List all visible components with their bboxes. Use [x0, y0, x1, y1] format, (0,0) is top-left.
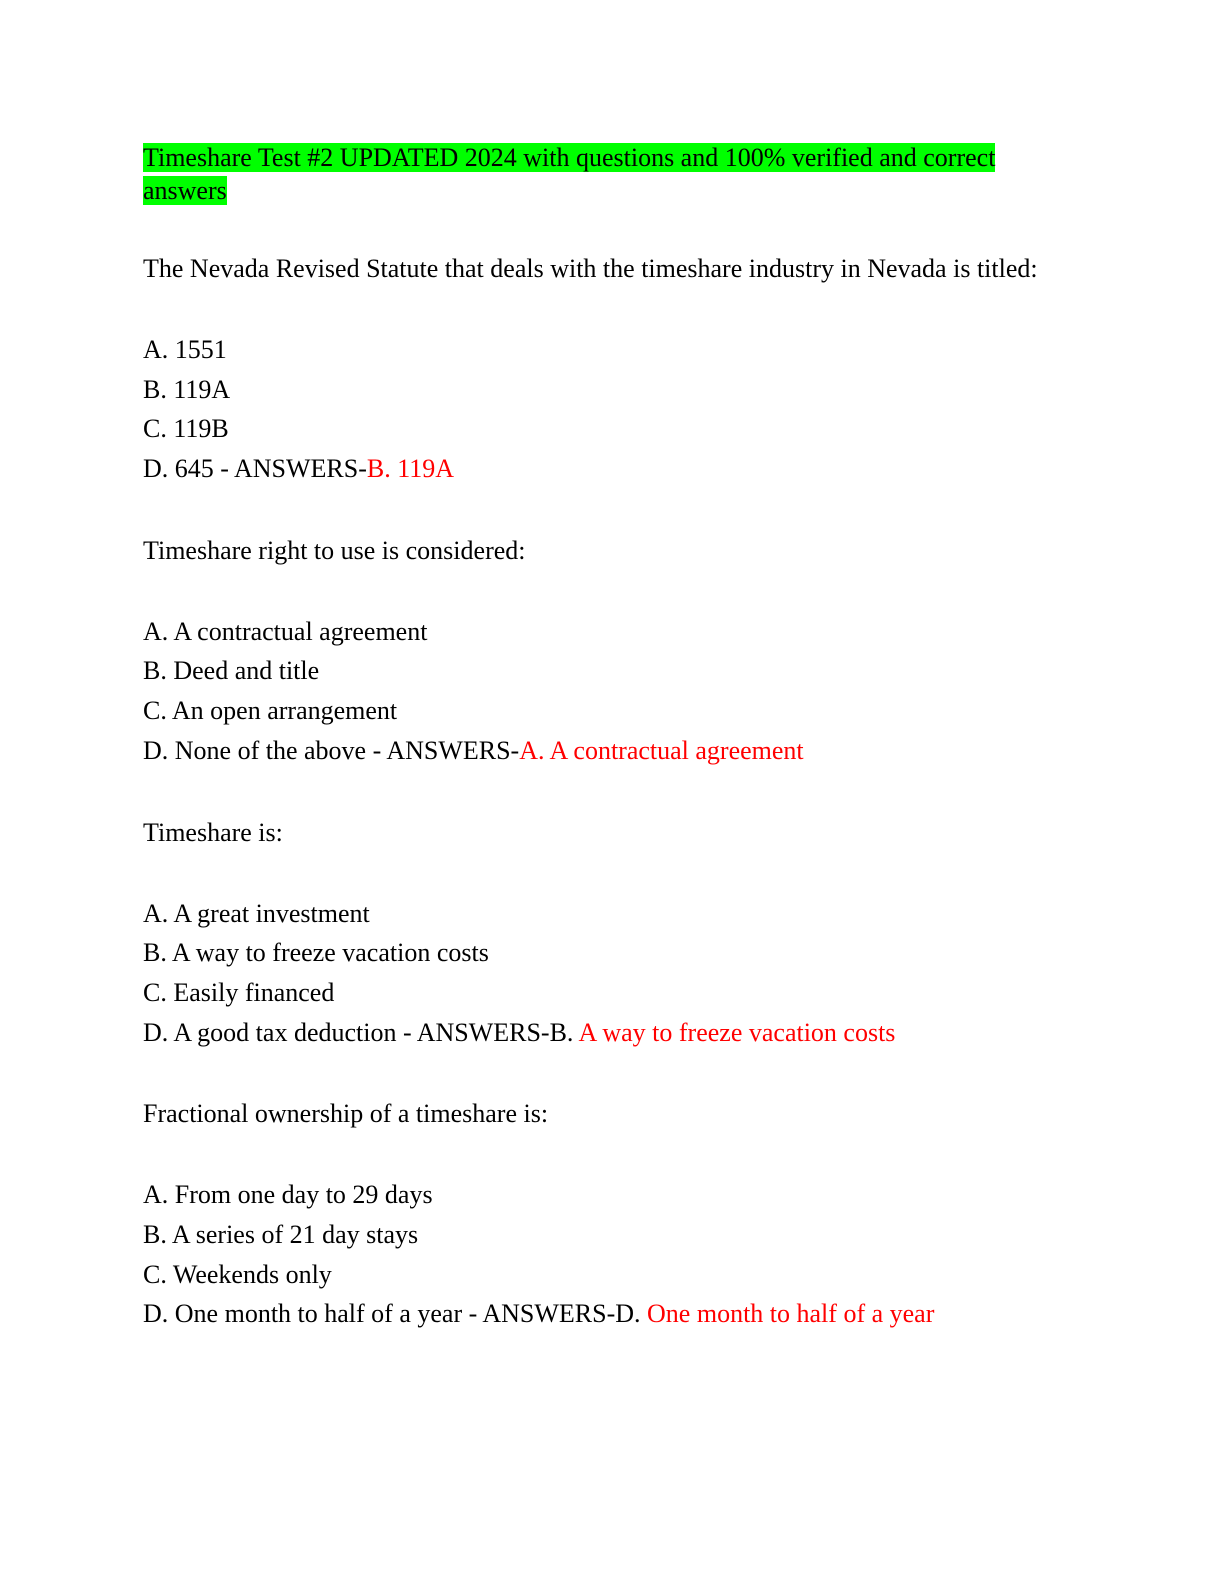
option-c: C. 119B: [143, 414, 229, 444]
option-b: B. A way to freeze vacation costs: [143, 938, 489, 968]
option-a: A. A great investment: [143, 898, 370, 928]
question-block-4: [143, 1097, 1063, 1334]
correct-answer: A. A contractual agreement: [519, 735, 804, 765]
option-b: B. 119A: [143, 374, 231, 404]
option-b: B. Deed and title: [143, 656, 320, 686]
option-d-text: D. None of the above - ANSWERS-: [143, 735, 520, 765]
question-block-3: [143, 816, 1063, 1053]
option-d-text: D. A good tax deduction - ANSWERS-B.: [143, 1017, 579, 1047]
correct-answer: A way to freeze vacation costs: [578, 1017, 896, 1047]
title-highlight: Timeshare Test #2 UPDATED 2024 with questions and 100% verified and correct answers: [143, 143, 996, 205]
option-c: C. Easily financed: [143, 977, 335, 1007]
option-c: C. Weekends only: [143, 1259, 332, 1289]
question-text: Timeshare right to use is considered:: [143, 535, 526, 565]
option-d: [143, 1013, 1063, 1053]
question-text: Timeshare is:: [143, 817, 283, 847]
question-block-1: [143, 252, 1063, 489]
question-block-2: [143, 534, 1063, 771]
option-b: B. A series of 21 day stays: [143, 1219, 419, 1249]
option-d-text: D. One month to half of a year - ANSWERS-D.: [143, 1299, 648, 1329]
option-a: A. A contractual agreement: [143, 616, 428, 646]
option-c: C. An open arrangement: [143, 696, 398, 726]
correct-answer: B. 119A: [366, 454, 455, 484]
option-d: [143, 1294, 1063, 1334]
document-title: [143, 141, 1063, 207]
option-a: A. 1551: [143, 335, 227, 364]
option-d: [143, 449, 1063, 489]
option-a: A. From one day to 29 days: [143, 1180, 433, 1210]
correct-answer: One month to half of a year: [647, 1299, 935, 1329]
document-page: [143, 141, 1063, 1334]
option-d: [143, 731, 1063, 771]
option-d-text: D. 645 - ANSWERS-: [143, 454, 367, 484]
question-text: Fractional ownership of a timeshare is:: [143, 1099, 549, 1129]
question-text: The Nevada Revised Statute that deals with the timeshare industry in Nevada is titled:: [143, 254, 1038, 283]
